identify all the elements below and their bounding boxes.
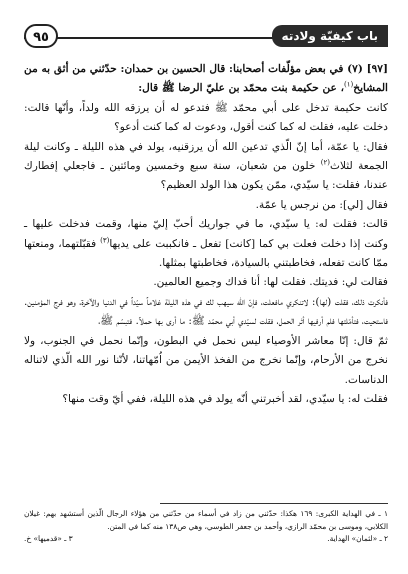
paragraph-2: كانت حكيمة تدخل على أبي محمّد ﷺ فتدعو له أن يرزقه الله ولداً، وأنّها قالت: دخلت عليه، فقلت له كما كنت أقول، ودعوت له كما كنت أدعو؟ <box>24 101 388 134</box>
paragraph-5-text: قالت: فقلت له: يا سيّدي، ما في جواريك أحبّ إليّ منها، وقمت فدخلت عليها ـ وكنت إذا دخلت فعلت بي كما [كانت] تفعل ـ فانكببت على يديها <box>24 218 389 250</box>
paragraph-5-rest: فقبّلتهما، ومنعتها ممّا كانت تفعله، فخاطبتني بالسيادة، فخاطبتها بمثلها. <box>24 237 388 270</box>
paragraph-9: فقلت له: يا سيّدي، لقد أخبرتني أنّه يولد في هذه الليلة، ففي أيّ وقت منها؟ <box>62 392 388 405</box>
footnote-1: ١ ـ في الهداية الكبرى: ١٦٩ هكذا: حدّثني من زاد في أسماء من حدّثني من هؤلاء الرجال الّذين أستشهد بهم: غيلان الكلابي، وموسى بن محمّد الرازي، وأحمد بن جعفر الطوسي، وهي ص١٣٨ منه كما في المتن. <box>24 509 388 531</box>
paragraph-1 <box>24 60 388 99</box>
footnote-2: ٢ ـ «لثمان» الهداية. <box>327 534 388 543</box>
paragraph-7: فأنكرت ذلك، فقلت (لها): لاتنكري مافعلت، فإنّ الله سيهب لك في هذه الليلة غلاماً سيّداً في الدنيا والآخرة، وهو فرج المؤمنين. فاستحيت، فتأمّلتها فلم أرفيها أثر الحمل، فقلت لسيّدي أبي محمّد ﷺ: ما أرى بها حملاً. فتبسّم ﷺ، <box>24 295 388 328</box>
paragraph-4: فقال [لي]: من نرجس يا عمّة. <box>255 198 388 211</box>
footnote-divider <box>160 503 388 504</box>
footnote-3: ٣ ـ «قدميها» خ. <box>24 534 73 543</box>
paragraph-1-text: [٩٧] (٧) في بعض مؤلّفات أصحابنا: قال الحسين بن حمدان: حدّثني من أثق به من المشايخ <box>24 63 389 95</box>
paragraph-5 <box>24 215 388 273</box>
page-number: ٩٥ <box>24 24 58 48</box>
footnote-row <box>24 533 388 546</box>
footnotes <box>24 508 388 546</box>
paragraph-6: فقالت لي: فديتك. فقلت لها: أنا فداك وجميع العالمين. <box>153 276 388 289</box>
footnote-marker-2: (٢) <box>320 158 330 167</box>
paragraph-3-text: فقال: يا عمّة، أما إنّ الّذي تدعين الله أن يرزقنيه، يولد في هذه الليلة ـ وكانت ليلة الجمعة لثلاث <box>24 140 388 173</box>
paragraph-3 <box>24 138 388 196</box>
footnote-marker-1: (١) <box>344 80 354 89</box>
footnote-marker-3: (٣) <box>100 236 110 245</box>
paragraph-1-rest: ، عن حكيمة بنت محمّد بن عليّ الرضا ﷺ قال: <box>138 82 344 95</box>
main-text <box>24 60 388 409</box>
chapter-title: باب كيفيّة ولادته <box>272 25 388 47</box>
paragraph-8: ثمّ قال: إنّا معاشر الأوصياء ليس نحمل في البطون، وإنّما نحمل في الجنوب، ولا نخرج من الأرحام، وإنّما نخرج من الفخذ الأيمن من اُمّهاتنا، لأنّنا نور الله الّذي لاتناله الدناسات. <box>24 334 388 386</box>
page-header <box>24 24 388 50</box>
paragraph-3-rest: خلون من شعبان، سنة سبع وخمسين ومائتين ـ فاجعلي إفطارك عندنا، فقلت: يا سيّدي، ممّن يكون هذا الولد العظيم؟ <box>24 160 388 192</box>
